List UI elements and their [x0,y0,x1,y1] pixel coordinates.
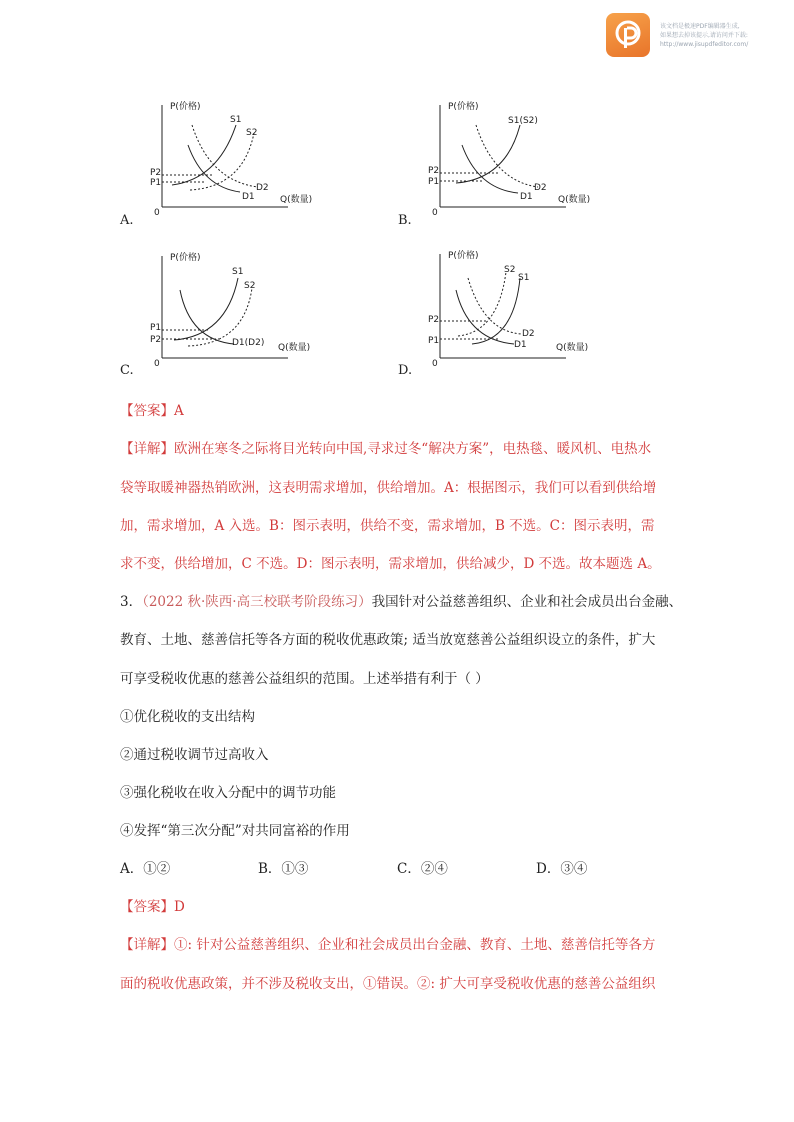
p2-label: P1 [150,178,162,188]
y-axis-label: P(价格) [170,253,201,263]
q3-stem-line-1 [120,590,682,610]
graph-d [396,248,596,378]
s2-label: S2 [246,128,258,138]
origin-label: 0 [432,208,438,218]
s1-label: S1 [518,273,530,283]
origin-label: 0 [154,208,160,218]
x-axis-label: Q(数量) [558,195,591,205]
watermark-line: 该文档是极速PDF编辑器生成, [660,23,740,30]
q3-source: （2022 秋·陕西·高三校联考阶段练习） [142,594,372,610]
s1-label: S1 [230,115,242,125]
option-letter-a: A. [120,213,134,228]
q2-explain-text: 欧洲在寒冬之际将目光转向中国,寻求过冬“解决方案”，电热毯、暖风机、电热水 [174,441,652,457]
graph-a [118,95,318,228]
x-axis-label: Q(数量) [556,343,589,353]
y-axis-label: P(价格) [448,102,479,112]
q3-option-b[interactable]: B．①③ [258,861,309,877]
d1-label: D1 [520,192,533,202]
q2-explain-line-2: 袋等取暖神器热销欧洲，这表明需求增加，供给增加。A：根据图示，我们可以看到供给增 [120,480,657,496]
s1-label: S1 [232,267,244,277]
watermark-text [660,22,790,49]
q3-explain-line-2: 面的税收优惠政策，并不涉及税收支出，①错误。②: 扩大可享受税收优惠的慈善公益组织 [120,976,656,992]
q3-stem-line-3: 可享受税收优惠的慈善公益组织的范围。上述举措有利于（ ） [120,671,489,687]
x-axis-label: Q(数量) [278,343,311,353]
p2-label: P1 [428,177,440,187]
p2-label: P2 [428,315,440,325]
q3-stem-text: 我国针对公益慈善组织、企业和社会成员出台金融、 [371,594,683,610]
q3-item-2: ②通过税收调节过高收入 [120,747,269,763]
pdf-logo-icon [606,13,650,57]
s2-label: S2 [504,265,516,275]
option-letter-c: C. [120,363,134,378]
q3-explain-text: ①: 针对公益慈善组织、企业和社会成员出台金融、教育、土地、慈善信托等各方 [174,937,656,953]
x-axis-label: Q(数量) [280,195,313,205]
d2-label: D2 [256,183,269,193]
graph-b [396,95,596,228]
q3-option-d[interactable]: D．③④ [536,861,588,877]
graph-c [118,248,318,378]
q3-explain-tag: 【详解】 [120,937,174,953]
q3-stem-line-2: 教育、土地、慈善信托等各方面的税收优惠政策; 适当放宽慈善公益组织设立的条件，扩大 [120,632,656,648]
q3-option-c[interactable]: C．②④ [397,861,448,877]
d1-label: D1 [514,340,527,350]
s1-label: S1(S2) [508,116,538,126]
q2-explain-tag: 【详解】 [120,441,174,457]
q2-explain-line-1 [120,437,651,457]
origin-label: 0 [154,359,160,369]
option-letter-d: D. [398,363,413,378]
q3-option-a[interactable]: A．①② [120,861,171,877]
origin-label: 0 [432,359,438,369]
q3-item-4: ④发挥“第三次分配”对共同富裕的作用 [120,823,350,839]
p2-label: P2 [150,335,162,345]
option-letter-b: B. [398,213,412,228]
watermark-link[interactable]: http://www.jisupdfeditor.com/ [660,41,749,48]
p1-label: P1 [428,336,440,346]
y-axis-label: P(价格) [448,251,479,261]
d1-label: D1(D2) [232,338,265,348]
q2-answer: 【答案】A [120,403,184,419]
q3-answer: 【答案】D [120,899,185,915]
q3-number: 3． [120,594,143,610]
q3-explain-line-1 [120,933,655,953]
p1-label: P1 [150,323,162,333]
d2-label: D2 [522,329,535,339]
q2-explain-line-3: 加，需求增加，A 入选。B：图示表明，供给不变，需求增加，B 不选。C：图示表明，需 [120,518,655,534]
q2-explain-line-4: 求不变，供给增加，C 不选。D：图示表明，需求增加，供给减少，D 不选。故本题选 A。 [120,556,661,572]
y-axis-label: P(价格) [170,102,201,112]
q3-item-1: ①优化税收的支出结构 [120,709,255,725]
d1-label: D1 [242,192,255,202]
q3-item-3: ③强化税收在收入分配中的调节功能 [120,785,336,801]
p1-label: P2 [150,168,162,178]
s2-label: S2 [244,281,256,291]
p1-label: P2 [428,166,440,176]
watermark-line: 如果想去掉该提示,请访问并下载: [660,32,748,39]
d2-label: D2 [534,183,547,193]
